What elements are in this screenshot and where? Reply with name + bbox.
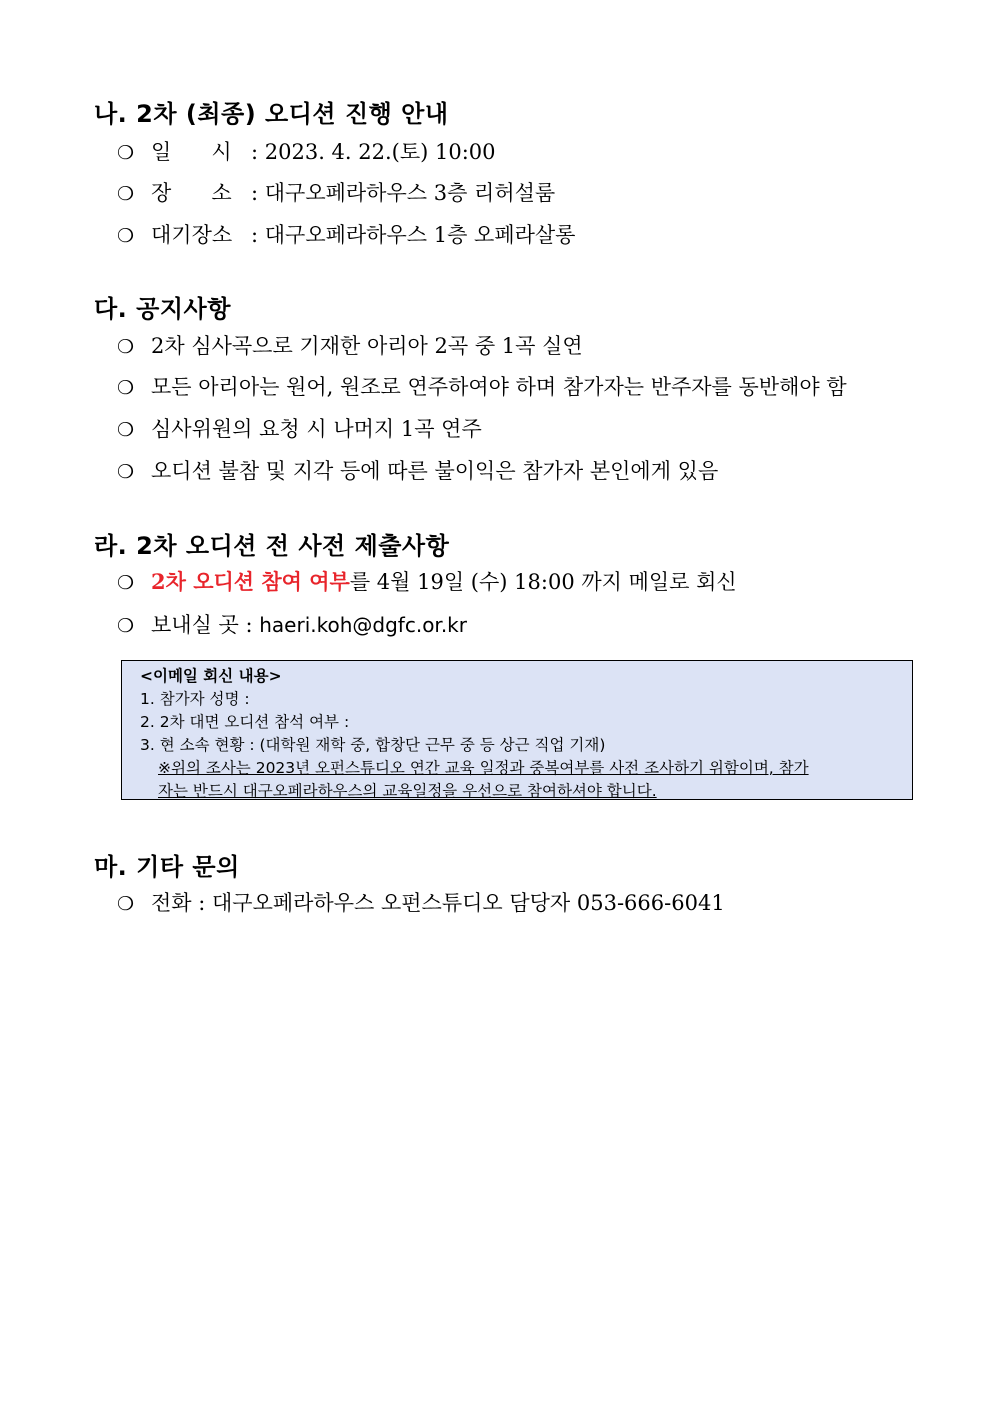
da-text-2: 모든 아리아는 원어, 원조로 연주하여야 하며 참가자는 반주자를 동반해야 함 (151, 375, 847, 399)
da-text-1: 2차 심사곡으로 기재한 아리아 2곡 중 1곡 실연 (151, 334, 583, 358)
box-line-1: 1. 참가자 성명 : (140, 690, 250, 708)
circle-bullet-icon: ❍ (117, 615, 135, 637)
circle-bullet-icon: ❍ (117, 183, 135, 205)
ra-item-reply (117, 567, 737, 598)
da-text-4: 오디션 불참 및 지각 등에 따른 불이익은 참가자 본인에게 있음 (151, 459, 719, 483)
circle-bullet-icon: ❍ (117, 225, 135, 247)
ra-email-label: 보내실 곳 : (151, 613, 260, 637)
box-line-2: 2. 2차 대면 오디션 참석 여부 : (140, 713, 350, 731)
na-item-waiting (117, 220, 575, 251)
circle-bullet-icon: ❍ (117, 377, 135, 399)
da-text-3: 심사위원의 요청 시 나머지 1곡 연주 (151, 417, 482, 441)
box-note-line-1: ※위의 조사는 2023년 오펀스튜디오 연간 교육 일정과 중복여부를 사전 조사하기 위함이며, 참가 (158, 759, 809, 777)
circle-bullet-icon: ❍ (117, 572, 135, 594)
box-title: <이메일 회신 내용> (140, 667, 282, 685)
na-value-waiting: : 대구오페라하우스 1층 오페라살롱 (251, 223, 576, 247)
na-item-date (117, 137, 496, 168)
circle-bullet-icon: ❍ (117, 142, 135, 164)
na-label-waiting: 대기장소 (151, 223, 233, 247)
circle-bullet-icon: ❍ (117, 419, 135, 441)
na-label-date: 일 시 (151, 140, 232, 164)
da-item-3 (117, 414, 482, 445)
box-line-3: 3. 현 소속 현황 : (대학원 재학 중, 합창단 근무 중 등 상근 직업 기재) (140, 736, 606, 754)
ra-red-highlight: 2차 오디션 참여 여부 (151, 569, 350, 594)
ra-reply-text: 를 4월 19일 (수) 18:00 까지 메일로 회신 (349, 570, 737, 594)
da-item-4 (117, 456, 718, 487)
ma-item-phone (117, 888, 725, 919)
email-reply-content-box (121, 660, 913, 800)
na-value-place: : 대구오페라하우스 3층 리허설룸 (251, 181, 556, 205)
da-item-1 (117, 331, 583, 362)
section-na-title: 나. 2차 (최종) 오디션 진행 안내 (94, 100, 449, 128)
section-ma-title: 마. 기타 문의 (94, 853, 240, 881)
na-item-place (117, 178, 555, 209)
circle-bullet-icon: ❍ (117, 893, 135, 915)
box-note-line-2: 자는 반드시 대구오페라하우스의 교육일정을 우선으로 참여하셔야 합니다. (158, 782, 657, 800)
section-da-title: 다. 공지사항 (94, 295, 231, 323)
email-address-link[interactable]: haeri.koh@dgfc.or.kr (259, 613, 467, 637)
ra-item-email (117, 610, 467, 641)
circle-bullet-icon: ❍ (117, 461, 135, 483)
section-ra-title: 라. 2차 오디션 전 사전 제출사항 (94, 532, 450, 560)
na-value-date: : 2023. 4. 22.(토) 10:00 (251, 140, 496, 164)
da-item-2 (117, 372, 847, 403)
circle-bullet-icon: ❍ (117, 336, 135, 358)
ma-phone-text: 전화 : 대구오페라하우스 오펀스튜디오 담당자 053-666-6041 (151, 891, 725, 915)
na-label-place: 장 소 (151, 181, 232, 205)
